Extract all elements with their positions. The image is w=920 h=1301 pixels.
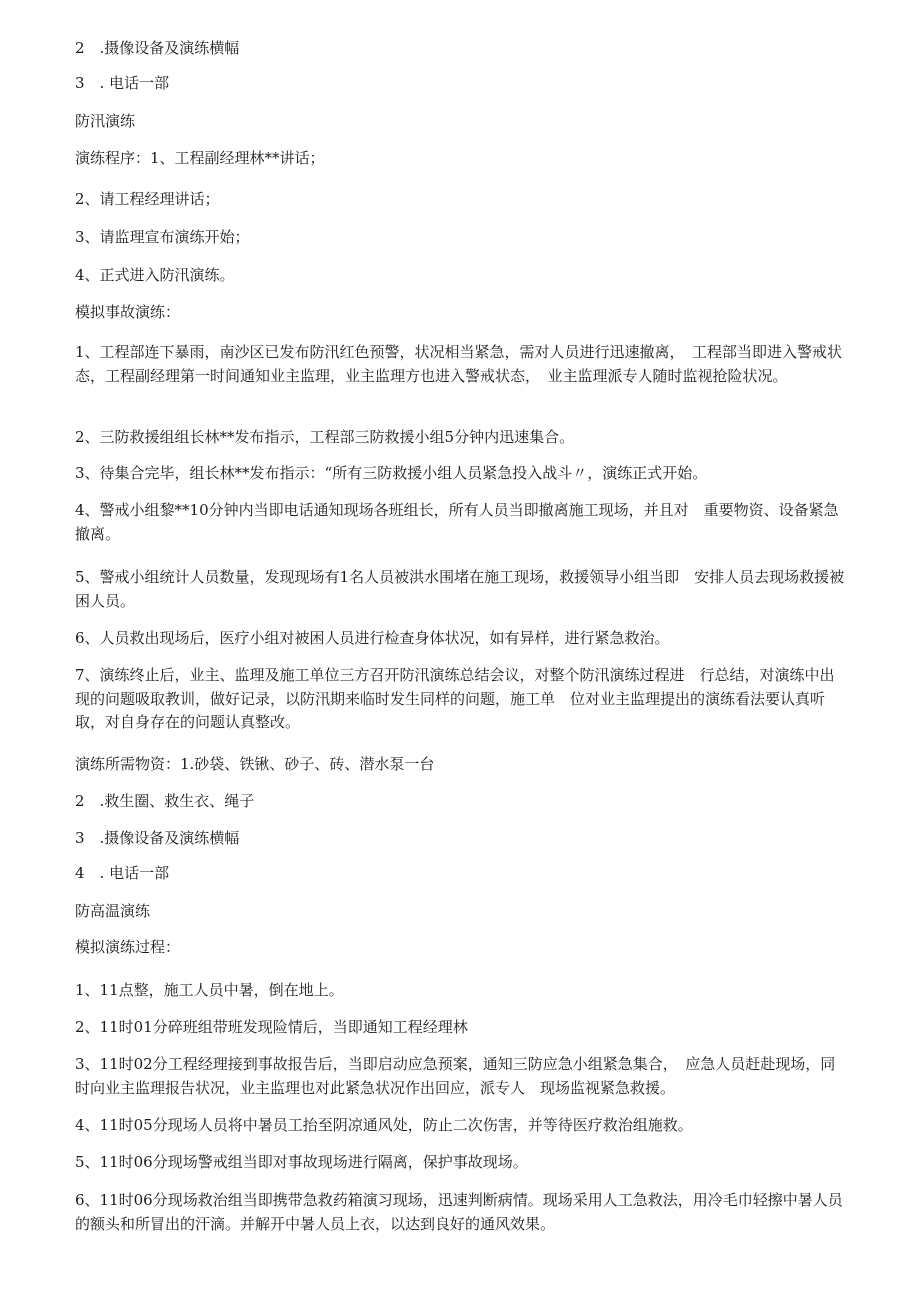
paragraph: 2 .救生圈、救生衣、绳子 [75,792,255,810]
paragraph: 6、人员救出现场后，医疗小组对被困人员进行检查身体状况，如有异样，进行紧急救治。 [75,629,670,647]
paragraph: 模拟事故演练： [75,303,181,321]
section-heading: 防高温演练 [75,902,151,920]
paragraph: 1、工程部连下暴雨，南沙区已发布防汛红色预警，状况相当紧急，需对人员进行迅速撤离， 工程部当即进入警戒状态，工程副经理第一时间通知业主监理，业主监理方也进入警戒状态， 业主监理派专人随时监视抢险状况。 [75,343,843,385]
paragraph: 3、请监理宣布演练开始； [75,228,250,246]
paragraph: 演练程序：1、工程副经理林**讲话； [75,149,325,167]
paragraph: 4 . 电话一部 [75,864,170,882]
paragraph: 3 . 电话一部 [75,74,170,92]
paragraph: 2、11时01分碎班组带班发现险情后，当即通知工程经理林 [75,1018,468,1036]
paragraph: 3 .摄像设备及演练横幅 [75,829,240,847]
paragraph: 6、11时06分现场救治组当即携带急救药箱演习现场，迅速判断病情。现场采用人工急救法，用冷毛巾轻擦中暑人员的额头和所冒出的汗滴。并解开中暑人员上衣，以达到良好的通风效果。 [75,1191,843,1233]
section-heading: 防汛演练 [75,112,136,130]
paragraph: 3、11时02分工程经理接到事故报告后，当即启动应急预案，通知三防应急小组紧急集合， 应急人员赶赴现场，同时向业主监理报告状况，业主监理也对此紧急状况作出回应，派专人 现场监视紧急救援。 [75,1055,836,1097]
paragraph: 2、三防救援组组长林**发布指示，工程部三防救援小组5分钟内迅速集合。 [75,428,575,446]
paragraph: 2、请工程经理讲话； [75,190,220,208]
paragraph: 1、11点整，施工人员中暑，倒在地上。 [75,981,344,999]
paragraph: 2 .摄像设备及演练横幅 [75,39,240,57]
paragraph: 演练所需物资：1.砂袋、铁锹、砂子、砖、潜水泵一台 [75,755,435,773]
paragraph: 4、正式进入防汛演练。 [75,266,235,284]
paragraph: 7、演练终止后，业主、监理及施工单位三方召开防汛演练总结会议，对整个防汛演练过程进 行总结，对演练中出现的问题吸取教训，做好记录，以防汛期来临时发生同样的问题，施工单 位对业主监理提出的演练看法要认真听取，对自身存在的问题认真整改。 [75,666,835,731]
paragraph: 3、待集合完毕，组长林**发布指示：“所有三防救援小组人员紧急投入战斗〃，演练正式开始。 [75,464,708,482]
paragraph: 模拟演练过程： [75,938,181,956]
paragraph: 4、11时05分现场人员将中暑员工抬至阴凉通风处，防止二次伤害，并等待医疗救治组施救。 [75,1116,693,1134]
paragraph: 5、11时06分现场警戒组当即对事故现场进行隔离，保护事故现场。 [75,1153,528,1171]
paragraph: 4、警戒小组黎**10分钟内当即电话通知现场各班组长，所有人员当即撤离施工现场，并且对 重要物资、设备紧急撤离。 [75,501,839,543]
paragraph: 5、警戒小组统计人员数量，发现现场有1名人员被洪水围堵在施工现场，救援领导小组当即 安排人员去现场救援被困人员。 [75,568,845,610]
